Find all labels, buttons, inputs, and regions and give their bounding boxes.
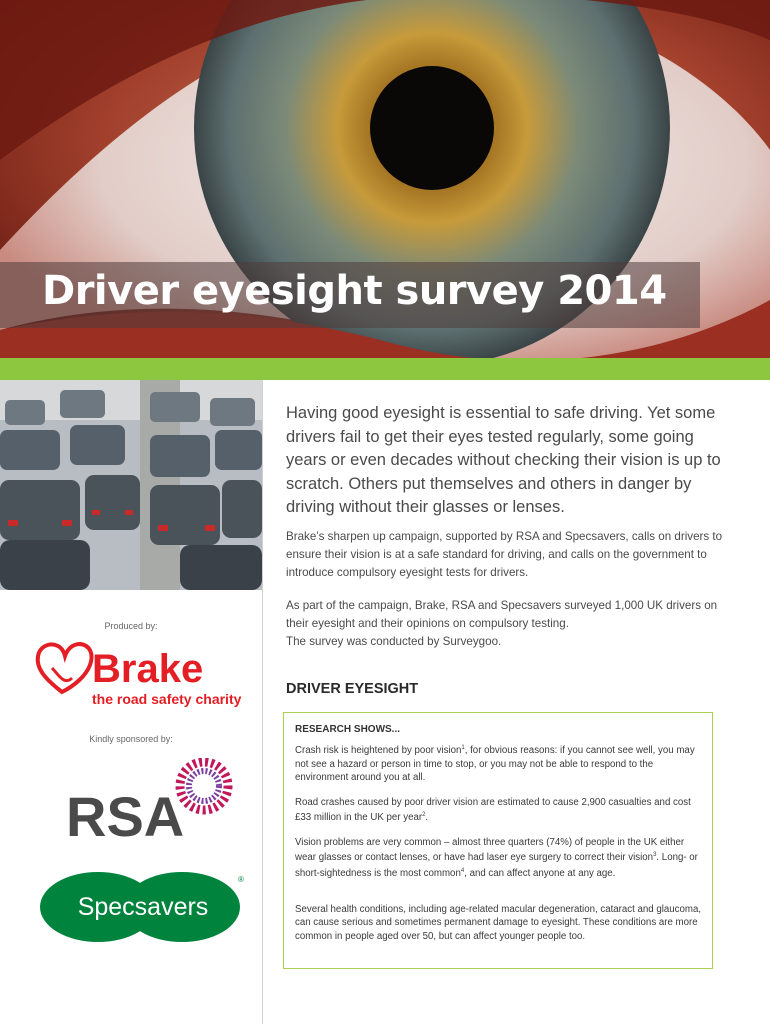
rsa-sunburst-icon [180, 762, 228, 810]
section-heading: DRIVER EYESIGHT [286, 681, 419, 697]
rsa-logo [66, 758, 236, 840]
campaign-paragraph: Brake’s sharpen up campaign, supported by RSA and Specsavers, calls on drivers to ensure their vision is at a safe standard for driving, and calls on the government to introduce compulsory eyesight tests for drivers. [286, 530, 723, 579]
survey-paragraph [286, 597, 736, 651]
rsa-wordmark: RSA [66, 785, 185, 840]
research-point-1: Crash risk is heightened by poor vision$^1$, for obvious reasons: if you cannot see well, you may not see a hazard or person in time to stop, or you may not be able to respond to the environment around you at all. [295, 745, 695, 784]
survey-text: As part of the campaign, Brake, RSA and Specsavers surveyed 1,000 UK drivers on their eyesight and their opinions on compulsory testing. [286, 599, 718, 630]
column-divider [262, 380, 263, 1024]
produced-by-label: Produced by: [104, 621, 158, 631]
green-accent-bar [0, 358, 770, 380]
brake-logo [34, 638, 249, 710]
specsavers-wordmark: Specsavers [77, 893, 209, 921]
registered-mark: ® [238, 875, 244, 884]
traffic-photo [0, 380, 262, 590]
brake-wordmark: Brake [92, 647, 204, 691]
brake-tagline: the road safety charity [92, 691, 242, 707]
survey-conducted-text: The survey was conducted by Surveygoo. [286, 635, 502, 648]
page-title: Driver eyesight survey 2014 [42, 268, 667, 314]
traffic-image [0, 380, 262, 590]
research-point-2: Road crashes caused by poor driver vision are estimated to cause 2,900 casualties and cost £33 million in the UK per year$^2$. [295, 797, 691, 824]
specsavers-logo [40, 870, 246, 944]
brake-heart-icon [34, 638, 249, 710]
research-point-4: Several health conditions, including age-related macular degeneration, cataract and glaucoma, can cause serious and sometimes permanent damage to eyesight. These conditions are more common in people aged over 50, but can affect younger people too. [295, 904, 702, 942]
research-box-heading: RESEARCH SHOWS... [295, 724, 401, 735]
research-point-3: Vision problems are very common – almost three quarters (74%) of people in the UK either wear glasses or contact lenses, or have had laser eye surgery to correct their vision$^3$. Long- or short-sightedness is the most common$^4$, and can affect anyone at any age. [295, 837, 698, 880]
intro-paragraph: Having good eyesight is essential to safe driving. Yet some drivers fail to get their eyes tested regularly, some going years or even decades without checking their vision is up to scratch. Others put themselves and others in danger by driving without their glasses or lenses. [286, 404, 721, 517]
sponsored-by-label: Kindly sponsored by: [89, 734, 173, 744]
